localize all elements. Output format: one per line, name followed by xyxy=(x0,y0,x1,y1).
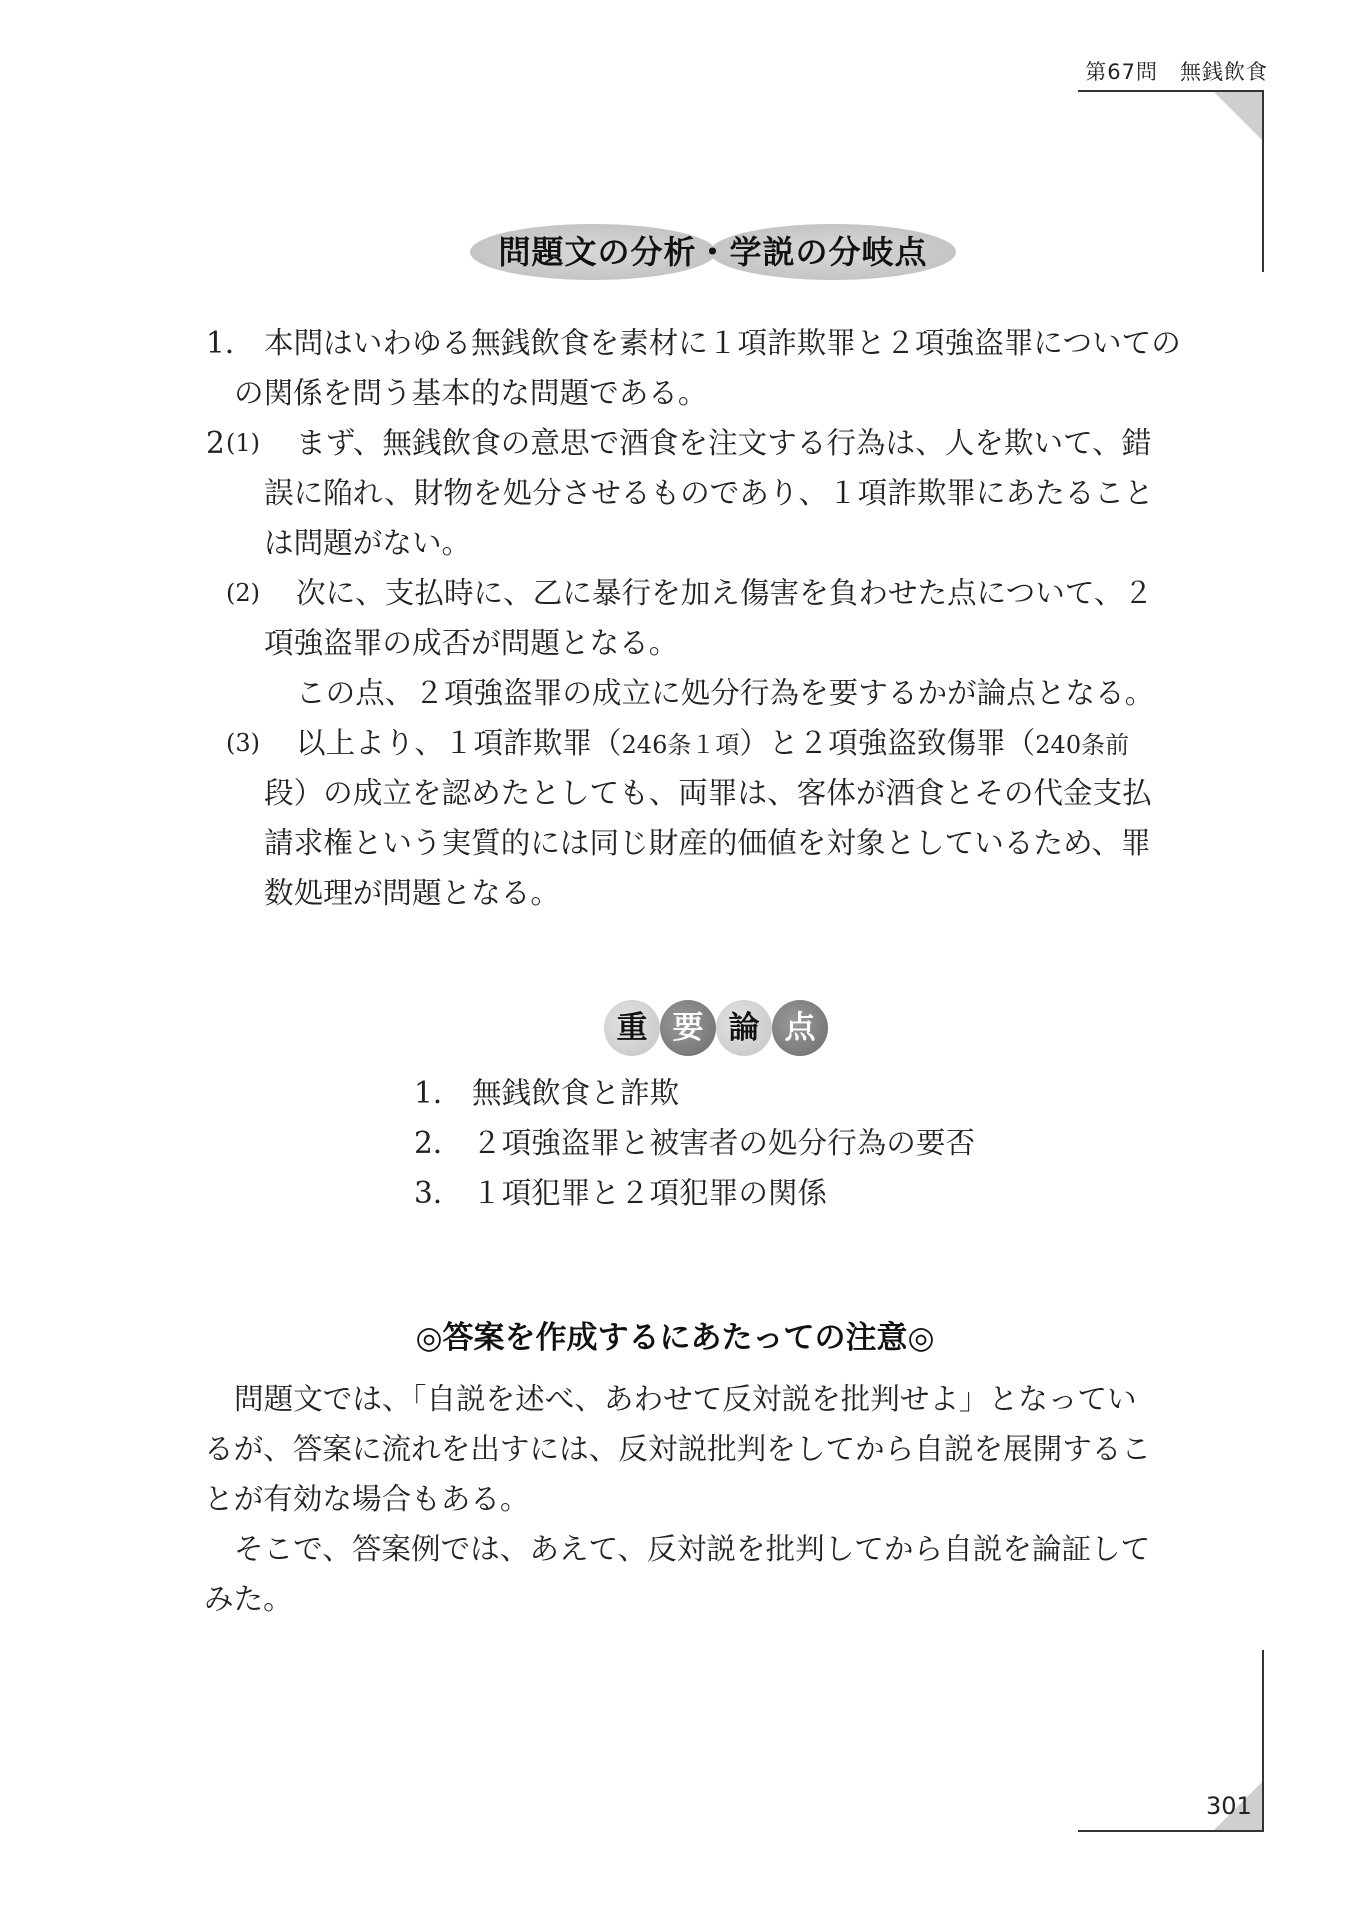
notes-p2-line1: そこで、答案例では、あえて、反対説を批判してから自説を論証して xyxy=(234,1532,1151,1566)
p2-1-line2: 誤に陥れ、財物を処分させるものであり、１項詐欺罪にあたること xyxy=(264,476,1154,510)
p2-1-line3: は問題がない。 xyxy=(264,526,472,560)
key-point-text-1: 無銭飲食と詐欺 xyxy=(472,1076,680,1110)
side-rule-bottom xyxy=(1262,1650,1264,1832)
analysis-heading xyxy=(470,224,956,280)
p2-3-line3: 請求権という実質的には同じ財産的価値を対象としているため、罪 xyxy=(264,826,1151,860)
key-point-marker-1: 1． xyxy=(414,1076,463,1110)
key-heading-char-3: 論 xyxy=(716,1000,772,1056)
side-rule-top xyxy=(1262,90,1264,272)
p2-2-line1: 次に、支払時に、乙に暴行を加え傷害を負わせた点について、２ xyxy=(296,576,1154,610)
key-point-text-3: １項犯罪と２項犯罪の関係 xyxy=(472,1176,828,1210)
p2-1-line1: まず、無銭飲食の意思で酒食を注文する行為は、人を欺いて、錯 xyxy=(296,426,1152,460)
p2-1-marker-sub: (1) xyxy=(226,429,260,457)
p2-2-marker: (2) xyxy=(226,579,260,607)
notes-p2-line2: みた。 xyxy=(204,1582,293,1616)
p1-line2: の関係を問う基本的な問題である。 xyxy=(234,376,708,410)
key-heading-char-4: 点 xyxy=(772,1000,828,1056)
page-number: 301 xyxy=(1206,1792,1252,1820)
corner-decoration-top xyxy=(1214,92,1262,140)
p2-2-line2: 項強盗罪の成否が問題となる。 xyxy=(264,626,679,660)
notes-p1-line2: るが、答案に流れを出すには、反対説批判をしてから自説を展開するこ xyxy=(204,1432,1151,1466)
key-points-heading xyxy=(604,1000,830,1056)
key-heading-char-2: 要 xyxy=(660,1000,716,1056)
p2-1-marker-num: 2 xyxy=(206,426,225,460)
footer-rule xyxy=(1078,1830,1264,1832)
notes-p1-line1: 問題文では、「自説を述べ、あわせて反対説を批判せよ」となってい xyxy=(234,1382,1137,1416)
p2-3-line1: 以上より、１項詐欺罪（246条１項）と２項強盗致傷罪（240条前 xyxy=(296,726,1130,760)
p2-3-line4: 数処理が問題となる。 xyxy=(264,876,560,910)
analysis-heading-text: 問題文の分析・学説の分岐点 xyxy=(498,233,928,271)
p2-3-marker: (3) xyxy=(226,729,260,757)
key-point-marker-3: 3． xyxy=(414,1176,463,1210)
p2-3-line2: 段）の成立を認めたとしても、両罪は、客体が酒食とその代金支払 xyxy=(264,776,1152,810)
notes-heading: ◎答案を作成するにあたっての注意◎ xyxy=(415,1320,935,1356)
running-header: 第67問 無銭飲食 xyxy=(1085,60,1268,84)
key-heading-char-1: 重 xyxy=(604,1000,660,1056)
key-point-marker-2: 2． xyxy=(414,1126,463,1160)
notes-p1-line3: とが有効な場合もある。 xyxy=(204,1482,530,1516)
p2-2-line3: この点、２項強盗罪の成立に処分行為を要するかが論点となる。 xyxy=(296,676,1155,710)
key-point-text-2: ２項強盗罪と被害者の処分行為の要否 xyxy=(472,1126,976,1160)
p1-line1: 本問はいわゆる無銭飲食を素材に１項詐欺罪と２項強盗罪についての xyxy=(264,326,1181,360)
p1-marker: 1． xyxy=(206,326,255,360)
